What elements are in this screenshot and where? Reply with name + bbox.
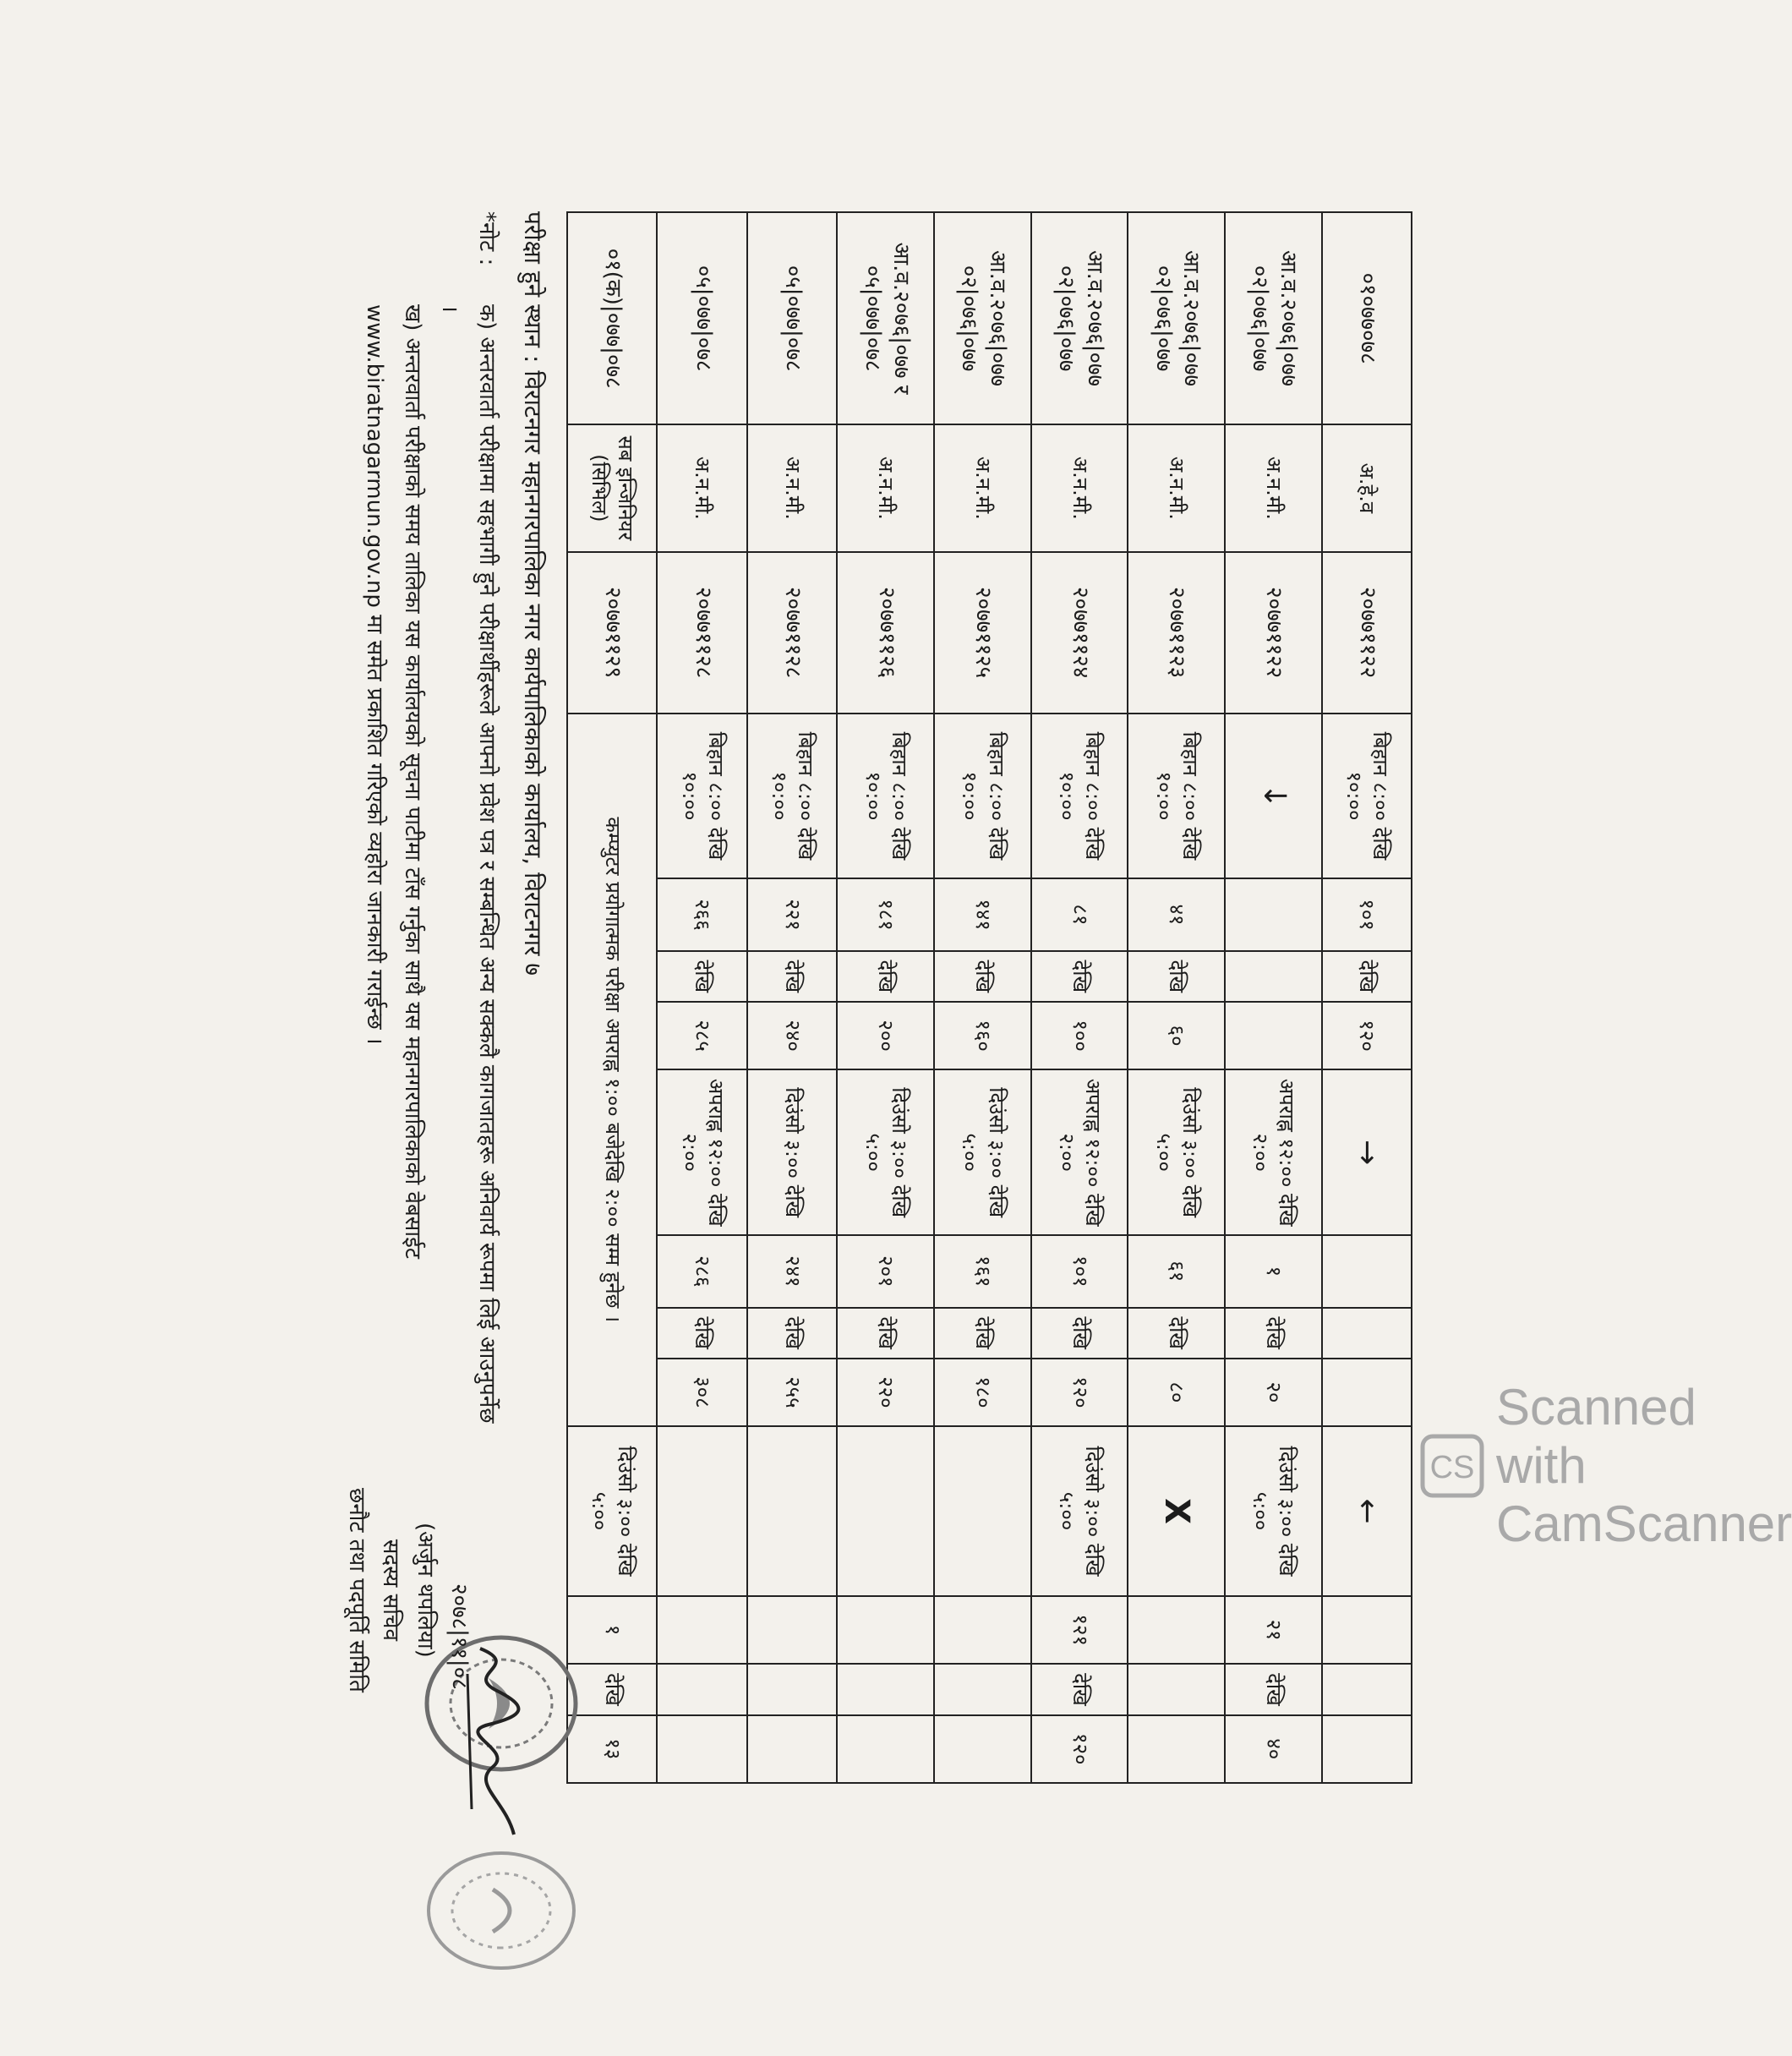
slot3-time-cell [747, 1426, 837, 1596]
table-row [747, 212, 837, 1783]
slot3-from-cell: २१ [1225, 1596, 1322, 1664]
slot3-from-cell: १ [567, 1596, 658, 1664]
row-roll-cell: २०७७११२६ [837, 552, 934, 714]
row-code-cell: ०५|०७७|०७८ [658, 212, 747, 424]
row-code-cell: आ.व.२०७६|०७७ र ०५|०७७|०७८ [837, 212, 934, 424]
exam-schedule-table [566, 211, 1412, 1784]
slot2-to-cell: ३०८ [658, 1359, 747, 1426]
slot3-from-cell [837, 1596, 934, 1664]
slot3-sep-cell [837, 1664, 934, 1714]
slot1-from-cell: ४१ [1128, 878, 1225, 950]
slot2-from-cell [1322, 1235, 1412, 1307]
row-roll-cell: २०७७११२२ [1225, 552, 1322, 714]
slot3-sep-cell [658, 1664, 747, 1714]
slot2-time-cell: अपराह्न १२:०० देखि २:०० [1031, 1069, 1128, 1235]
slot1-time-cell: बिहान ८:०० देखि १०:०० [1031, 714, 1128, 879]
table-row [1225, 212, 1322, 1783]
slot3-sep-cell [934, 1664, 1031, 1714]
row-post-cell: अ.न.मी. [1031, 424, 1128, 552]
table-row [1031, 212, 1128, 1783]
slot1-time-cell: बिहान ८:०० देखि १०:०० [837, 714, 934, 879]
slot1-time-cell: बिहान ८:०० देखि १०:०० [747, 714, 837, 879]
slot1-to-cell: १६० [934, 1002, 1031, 1069]
table-row [658, 212, 747, 1783]
slot2-time-cell: अपराह्न १२:०० देखि २:०० [658, 1069, 747, 1235]
slot1-sep-cell: देखि [658, 951, 747, 1002]
slot2-to-cell: २० [1225, 1359, 1322, 1426]
slot3-time-cell: दिउंसो ३:०० देखि ५:०० [567, 1426, 658, 1596]
slot2-time-cell: दिउंसो ३:०० देखि ५:०० [837, 1069, 934, 1235]
slot3-from-cell [1128, 1596, 1225, 1664]
row-code-cell: ०१०७७०७८ [1322, 212, 1412, 424]
slot2-to-cell: ८० [1128, 1359, 1225, 1426]
slot3-time-cell [837, 1426, 934, 1596]
table-row [567, 212, 658, 1783]
slot2-to-cell: १२० [1031, 1359, 1128, 1426]
slot3-to-cell: १३ [567, 1715, 658, 1783]
slot1-from-cell: १४१ [934, 878, 1031, 950]
row-post-cell: अ.न.मी. [837, 424, 934, 552]
slot2-to-cell: २२० [837, 1359, 934, 1426]
slot3-to-cell [658, 1715, 747, 1783]
row-code-cell: ०१(क)|०७७|०७८ [567, 212, 658, 424]
slot1-sep-cell: देखि [1031, 951, 1128, 1002]
slot2-time-cell: → [1322, 1069, 1412, 1235]
svg-text:CS: CS [1429, 1449, 1475, 1485]
row-roll-cell: २०७७११२२ [1322, 552, 1412, 714]
slot3-sep-cell: देखि [1031, 1664, 1128, 1714]
slot3-to-cell [934, 1715, 1031, 1783]
table-row [1322, 212, 1412, 1783]
slot1-to-cell: २८५ [658, 1002, 747, 1069]
slot3-sep-cell [1322, 1664, 1412, 1714]
note-b: ख) अन्तरवार्ता परीक्षाको समय तालिका यस कार्यालयको सूचना पाटीमा टाँस गर्नुका साथै यस महानगरपालिकाको वेबसाईट www.biratnagarmun.gov.np मा समेत प्रकाशित गरिएको व्यहोरा जानकारी गराईन्छ । [362, 304, 425, 1259]
row-post-cell: अ.न.मी. [747, 424, 837, 552]
slot1-sep-cell [1225, 951, 1322, 1002]
slot2-from-cell: १०१ [1031, 1235, 1128, 1307]
slot1-from-cell [1225, 878, 1322, 950]
slot2-from-cell: २०१ [837, 1235, 934, 1307]
signatory-name: (अर्जुन थपलिया) [412, 1523, 438, 1658]
slot1-from-cell: २६६ [658, 878, 747, 950]
slot1-sep-cell: देखि [1322, 951, 1412, 1002]
slot2-to-cell: १८० [934, 1359, 1031, 1426]
signature-date: २०७८|११|०८ [446, 1583, 472, 1690]
row-code-cell: आ.व.२०७६|०७७ ०२|०७६|०७७ [1128, 212, 1225, 424]
slot1-time-cell: बिहान ८:०० देखि १०:०० [934, 714, 1031, 879]
row-post-cell: अ.न.मी. [1225, 424, 1322, 552]
slot1-time-cell: बिहान ८:०० देखि १०:०० [1322, 714, 1412, 879]
slot2-from-cell: २४१ [747, 1235, 837, 1307]
slot2-from-cell: १ [1225, 1235, 1322, 1307]
slot2-from-cell: १६१ [934, 1235, 1031, 1307]
row-post-cell: अ.हे.व [1322, 424, 1412, 552]
slot1-to-cell: २४० [747, 1002, 837, 1069]
row-post-cell: अ.न.मी. [934, 424, 1031, 552]
slot1-sep-cell: देखि [1128, 951, 1225, 1002]
slot2-time-cell: अपराह्न १२:०० देखि २:०० [1225, 1069, 1322, 1235]
slot1-to-cell: १२० [1322, 1002, 1412, 1069]
exam-venue: परीक्षा हुने स्थान : विराटनगर महानगरपालिका नगर कार्यपालिकाको कार्यालय, विराटनगर ७ [519, 211, 547, 976]
row-roll-cell: २०७७११२३ [1128, 552, 1225, 714]
slot1-to-cell: २०० [837, 1002, 934, 1069]
slot3-from-cell: १२१ [1031, 1596, 1128, 1664]
row-roll-cell: २०७७११२४ [1031, 552, 1128, 714]
slot1-from-cell: १८१ [837, 878, 934, 950]
row-code-cell: आ.व.२०७६|०७७ ०२|०७६|०७७ [1225, 212, 1322, 424]
slot3-sep-cell [1128, 1664, 1225, 1714]
slot1-from-cell: ८१ [1031, 878, 1128, 950]
camscanner-text: Scanned with CamScanner [1496, 1379, 1792, 1552]
slot3-time-cell [658, 1426, 747, 1596]
slot2-time-cell: दिउंसो ३:०० देखि ५:०० [934, 1069, 1031, 1235]
slot2-from-cell: ६१ [1128, 1235, 1225, 1307]
slot3-to-cell [837, 1715, 934, 1783]
slot1-sep-cell: देखि [934, 951, 1031, 1002]
table-row [934, 212, 1031, 1783]
slot2-to-cell [1322, 1359, 1412, 1426]
slot2-sep-cell: देखि [1128, 1308, 1225, 1359]
slot3-from-cell [934, 1596, 1031, 1664]
slot3-sep-cell [747, 1664, 837, 1714]
table-row [837, 212, 934, 1783]
row-code-cell: आ.व.२०७६|०७७ ०२|०७६|०७७ [1031, 212, 1128, 424]
slot3-from-cell [1322, 1596, 1412, 1664]
notes [356, 211, 505, 1437]
slot3-to-cell [747, 1715, 837, 1783]
slot2-sep-cell: देखि [1031, 1308, 1128, 1359]
slot3-to-cell [1322, 1715, 1412, 1783]
slot2-sep-cell: देखि [747, 1308, 837, 1359]
committee-seal-stamp [421, 1847, 582, 1974]
note-a: क) अन्तरवार्ता परीक्षामा सहभागी हुने परीक्षार्थीहरूले आफ्नो प्रवेश पत्र र सम्बन्धित अन्य सक्कलै कागजातहरू अनिवार्य रूपमा लिई आउनुपर्नेछ । [436, 304, 500, 1424]
slot3-time-cell [934, 1426, 1031, 1596]
note-label: *नोट : [474, 211, 500, 266]
table-row [1128, 212, 1225, 1783]
slot3-time-cell: दिउंसो ३:०० देखि ५:०० [1031, 1426, 1128, 1596]
camscanner-logo-icon [1420, 1434, 1484, 1498]
slot3-sep-cell: देखि [567, 1664, 658, 1714]
slot1-sep-cell: देखि [837, 951, 934, 1002]
slot1-to-cell: ६० [1128, 1002, 1225, 1069]
slot1-to-cell [1225, 1002, 1322, 1069]
row-exam-note-cell: कम्प्युटर प्रयोगात्मक परीक्षा अपराह्न १:०० बजेदेखि २:०० सम्म हुनेछ । [567, 714, 658, 1427]
signature-block [340, 1488, 476, 1692]
slot2-sep-cell: देखि [934, 1308, 1031, 1359]
row-roll-cell: २०७७११२८ [658, 552, 747, 714]
slot2-time-cell: दिउंसो ३:०० देखि ५:०० [1128, 1069, 1225, 1235]
row-roll-cell: २०७७११२५ [934, 552, 1031, 714]
slot3-to-cell: ४० [1225, 1715, 1322, 1783]
row-post-cell: सब इन्जिनियर (सिभिल) [567, 424, 658, 552]
slot3-sep-cell: देखि [1225, 1664, 1322, 1714]
slot1-from-cell: २२१ [747, 878, 837, 950]
row-code-cell: आ.व.२०७६|०७७ ०२|०७६|०७७ [934, 212, 1031, 424]
slot1-time-cell: बिहान ८:०० देखि १०:०० [658, 714, 747, 879]
signatory-role: सदस्य सचिव [378, 1539, 404, 1641]
slot2-from-cell: २८६ [658, 1235, 747, 1307]
slot3-time-cell: X [1128, 1426, 1225, 1596]
slot1-sep-cell: देखि [747, 951, 837, 1002]
slot1-to-cell: १०० [1031, 1002, 1128, 1069]
slot2-sep-cell: देखि [837, 1308, 934, 1359]
slot1-from-cell: १०१ [1322, 878, 1412, 950]
slot3-to-cell [1128, 1715, 1225, 1783]
slot3-time-cell: दिउंसो ३:०० देखि ५:०० [1225, 1426, 1322, 1596]
slot3-to-cell: १२० [1031, 1715, 1128, 1783]
row-post-cell: अ.न.मी. [1128, 424, 1225, 552]
slot3-from-cell [658, 1596, 747, 1664]
slot1-time-cell: बिहान ८:०० देखि १०:०० [1128, 714, 1225, 879]
row-code-cell: ०५|०७७|०७८ [747, 212, 837, 424]
camscanner-watermark [1420, 1378, 1792, 1553]
slot3-time-cell: ← [1322, 1426, 1412, 1596]
committee-name: छनौट तथा पदपूर्ति समिति [344, 1488, 370, 1692]
slot1-time-cell: ↓ [1225, 714, 1322, 879]
slot2-time-cell: दिउंसो ३:०० देखि [747, 1069, 837, 1235]
row-roll-cell: २०७७११२८ [747, 552, 837, 714]
slot2-to-cell: २५५ [747, 1359, 837, 1426]
row-roll-cell: २०७७११२९ [567, 552, 658, 714]
slot2-sep-cell [1322, 1308, 1412, 1359]
slot3-from-cell [747, 1596, 837, 1664]
slot2-sep-cell: देखि [658, 1308, 747, 1359]
slot2-sep-cell: देखि [1225, 1308, 1322, 1359]
row-post-cell: अ.न.मी. [658, 424, 747, 552]
